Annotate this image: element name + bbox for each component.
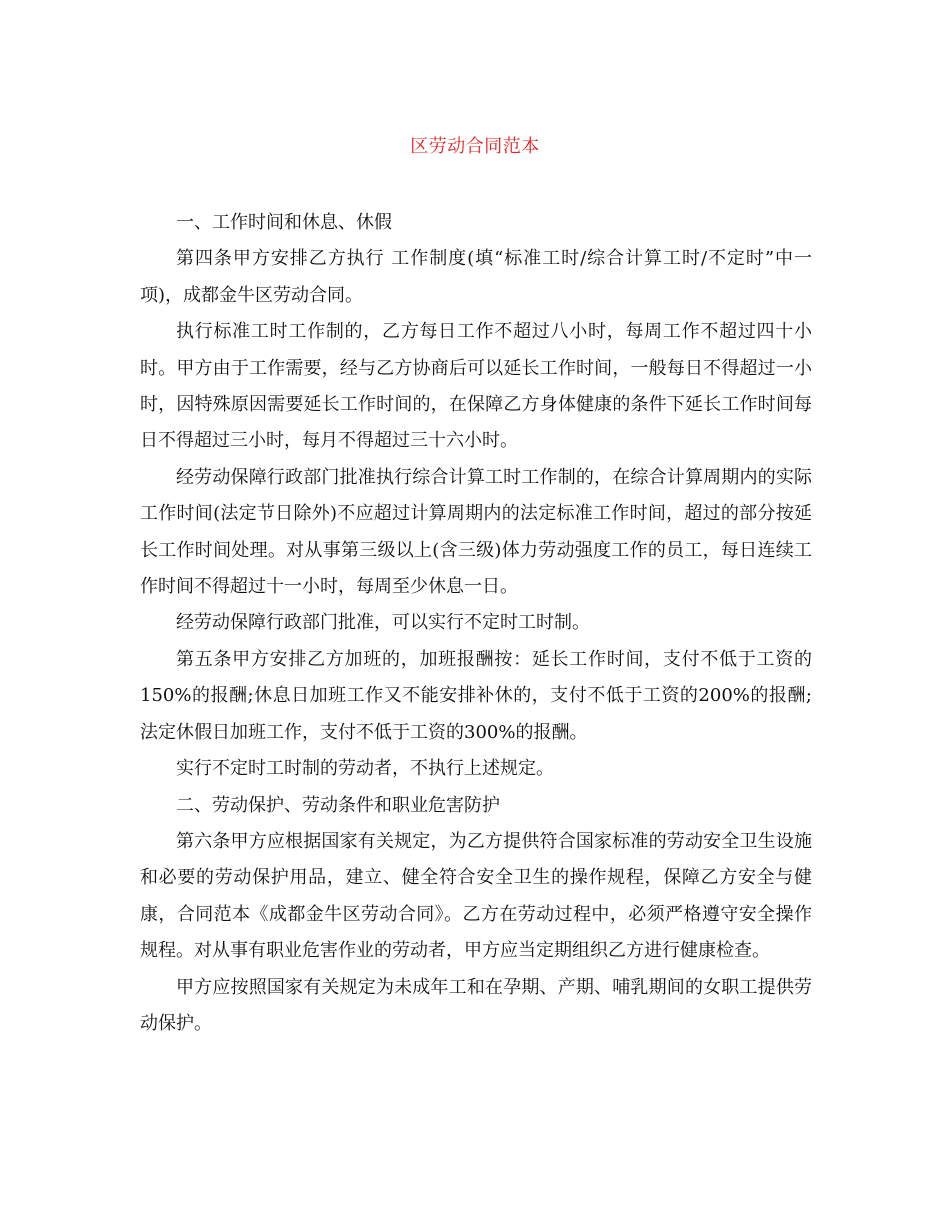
- paragraph-standard-hours: 执行标准工时工作制的，乙方每日工作不超过八小时，每周工作不超过四十小时。甲方由于工作需要，经与乙方协商后可以延长工作时间，一般每日不得超过一小时，因特殊原因需要延长工作时间的，在保障乙方身体健康的条件下延长工作时间每日不得超过三小时，每月不得超过三十六小时。: [140, 321, 812, 452]
- paragraph-article-6: 第六条甲方应根据国家有关规定，为乙方提供符合国家标准的劳动安全卫生设施和必要的劳动保护用品，建立、健全符合安全卫生的操作规程，保障乙方安全与健康，合同范本《成都金牛区劳动合同》。乙方在劳动过程中，必须严格遵守安全操作规程。对从事有职业危害作业的劳动者，甲方应当定期组织乙方进行健康检查。: [140, 830, 812, 962]
- paragraph-article-4: 第四条甲方安排乙方执行 工作制度(填“标准工时/综合计算工时/不定时”中一项)，成都金牛区劳动合同。: [140, 248, 812, 306]
- paragraph-flexible-exemption: 实行不定时工时制的劳动者，不执行上述规定。: [176, 758, 554, 780]
- document-title: 区劳动合同范本: [410, 136, 540, 157]
- section-heading-work-time: 一、工作时间和休息、休假: [176, 212, 392, 233]
- section-heading-labor-protection: 二、劳动保护、劳动条件和职业危害防护: [176, 794, 500, 816]
- paragraph-flexible-hours: 经劳动保障行政部门批准，可以实行不定时工时制。: [176, 612, 590, 634]
- paragraph-comprehensive-hours: 经劳动保障行政部门批准执行综合计算工时工作制的，在综合计算周期内的实际工作时间(法定节日除外)不应超过计算周期内的法定标准工作时间，超过的部分按延长工作时间处理。对从事第三级以上(含三级)体力劳动强度工作的员工，每日连续工作时间不得超过十一小时，每周至少休息一日。: [140, 466, 812, 598]
- document-body: [140, 205, 812, 1042]
- paragraph-article-5: 第五条甲方安排乙方加班的，加班报酬按：延长工作时间，支付不低于工资的150%的报酬;休息日加班工作又不能安排补休的，支付不低于工资的200%的报酬;法定休假日加班工作，支付不低于工资的300%的报酬。: [140, 648, 812, 743]
- paragraph-special-protection: 甲方应按照国家有关规定为未成年工和在孕期、产期、哺乳期间的女职工提供劳动保护。: [140, 976, 812, 1034]
